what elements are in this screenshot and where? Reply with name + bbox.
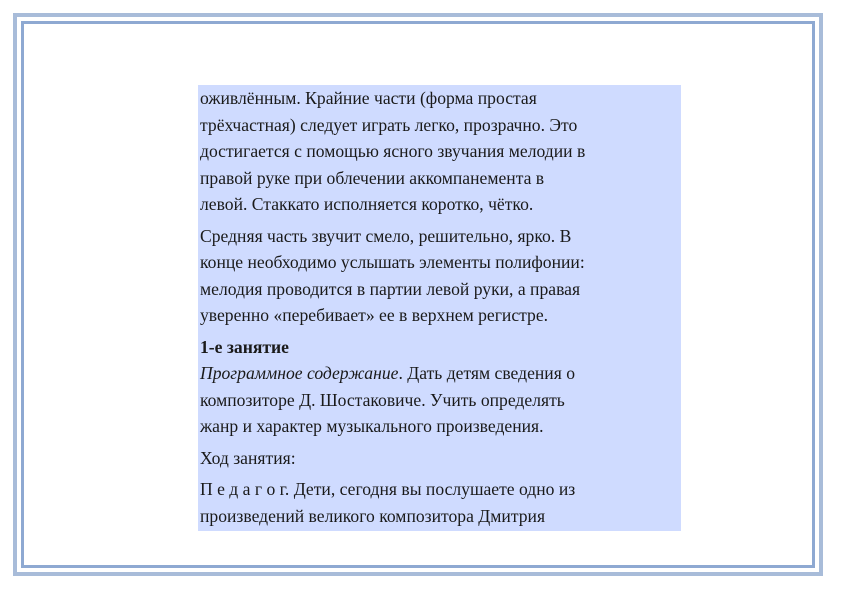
paragraph-line: произведений великого композитора Дмитрия — [200, 505, 546, 526]
paragraph-line: уверенно «перебивает» ее в верхнем регистре. — [200, 305, 549, 325]
program-label: Программное содержание — [200, 363, 399, 383]
paragraph-line: композиторе Д. Шостаковиче. Учить определять — [200, 389, 565, 410]
paragraph-line: достигается с помощью ясного звучания мелодии в — [200, 141, 586, 161]
paragraph-line: Средняя часть звучит смело, решительно, ярко. В — [200, 225, 572, 246]
course-label: Ход занятия: — [200, 447, 296, 468]
text-content-block — [198, 85, 681, 531]
paragraph-line: правой руке при облечении аккомпанемента в — [200, 167, 545, 188]
paragraph-line: конце необходимо услышать элементы полифонии: — [200, 252, 585, 272]
paragraph-line: левой. Стаккато исполняется коротко, чётко. — [200, 194, 534, 214]
paragraph-line: П е д а г о г. Дети, сегодня вы послушаете одно из — [200, 479, 576, 499]
paragraph-line: трёхчастная) следует играть легко, прозрачно. Это — [200, 114, 578, 135]
paragraph-line: жанр и характер музыкального произведения. — [200, 416, 544, 436]
paragraph-line: оживлённым. Крайние части (форма простая — [200, 88, 537, 108]
program-line-rest: . Дать детям сведения о — [398, 363, 576, 383]
paragraph-line: мелодия проводится в партии левой руки, а правая — [200, 278, 581, 299]
program-line — [200, 360, 681, 387]
lesson-title: 1-е занятие — [200, 336, 289, 357]
